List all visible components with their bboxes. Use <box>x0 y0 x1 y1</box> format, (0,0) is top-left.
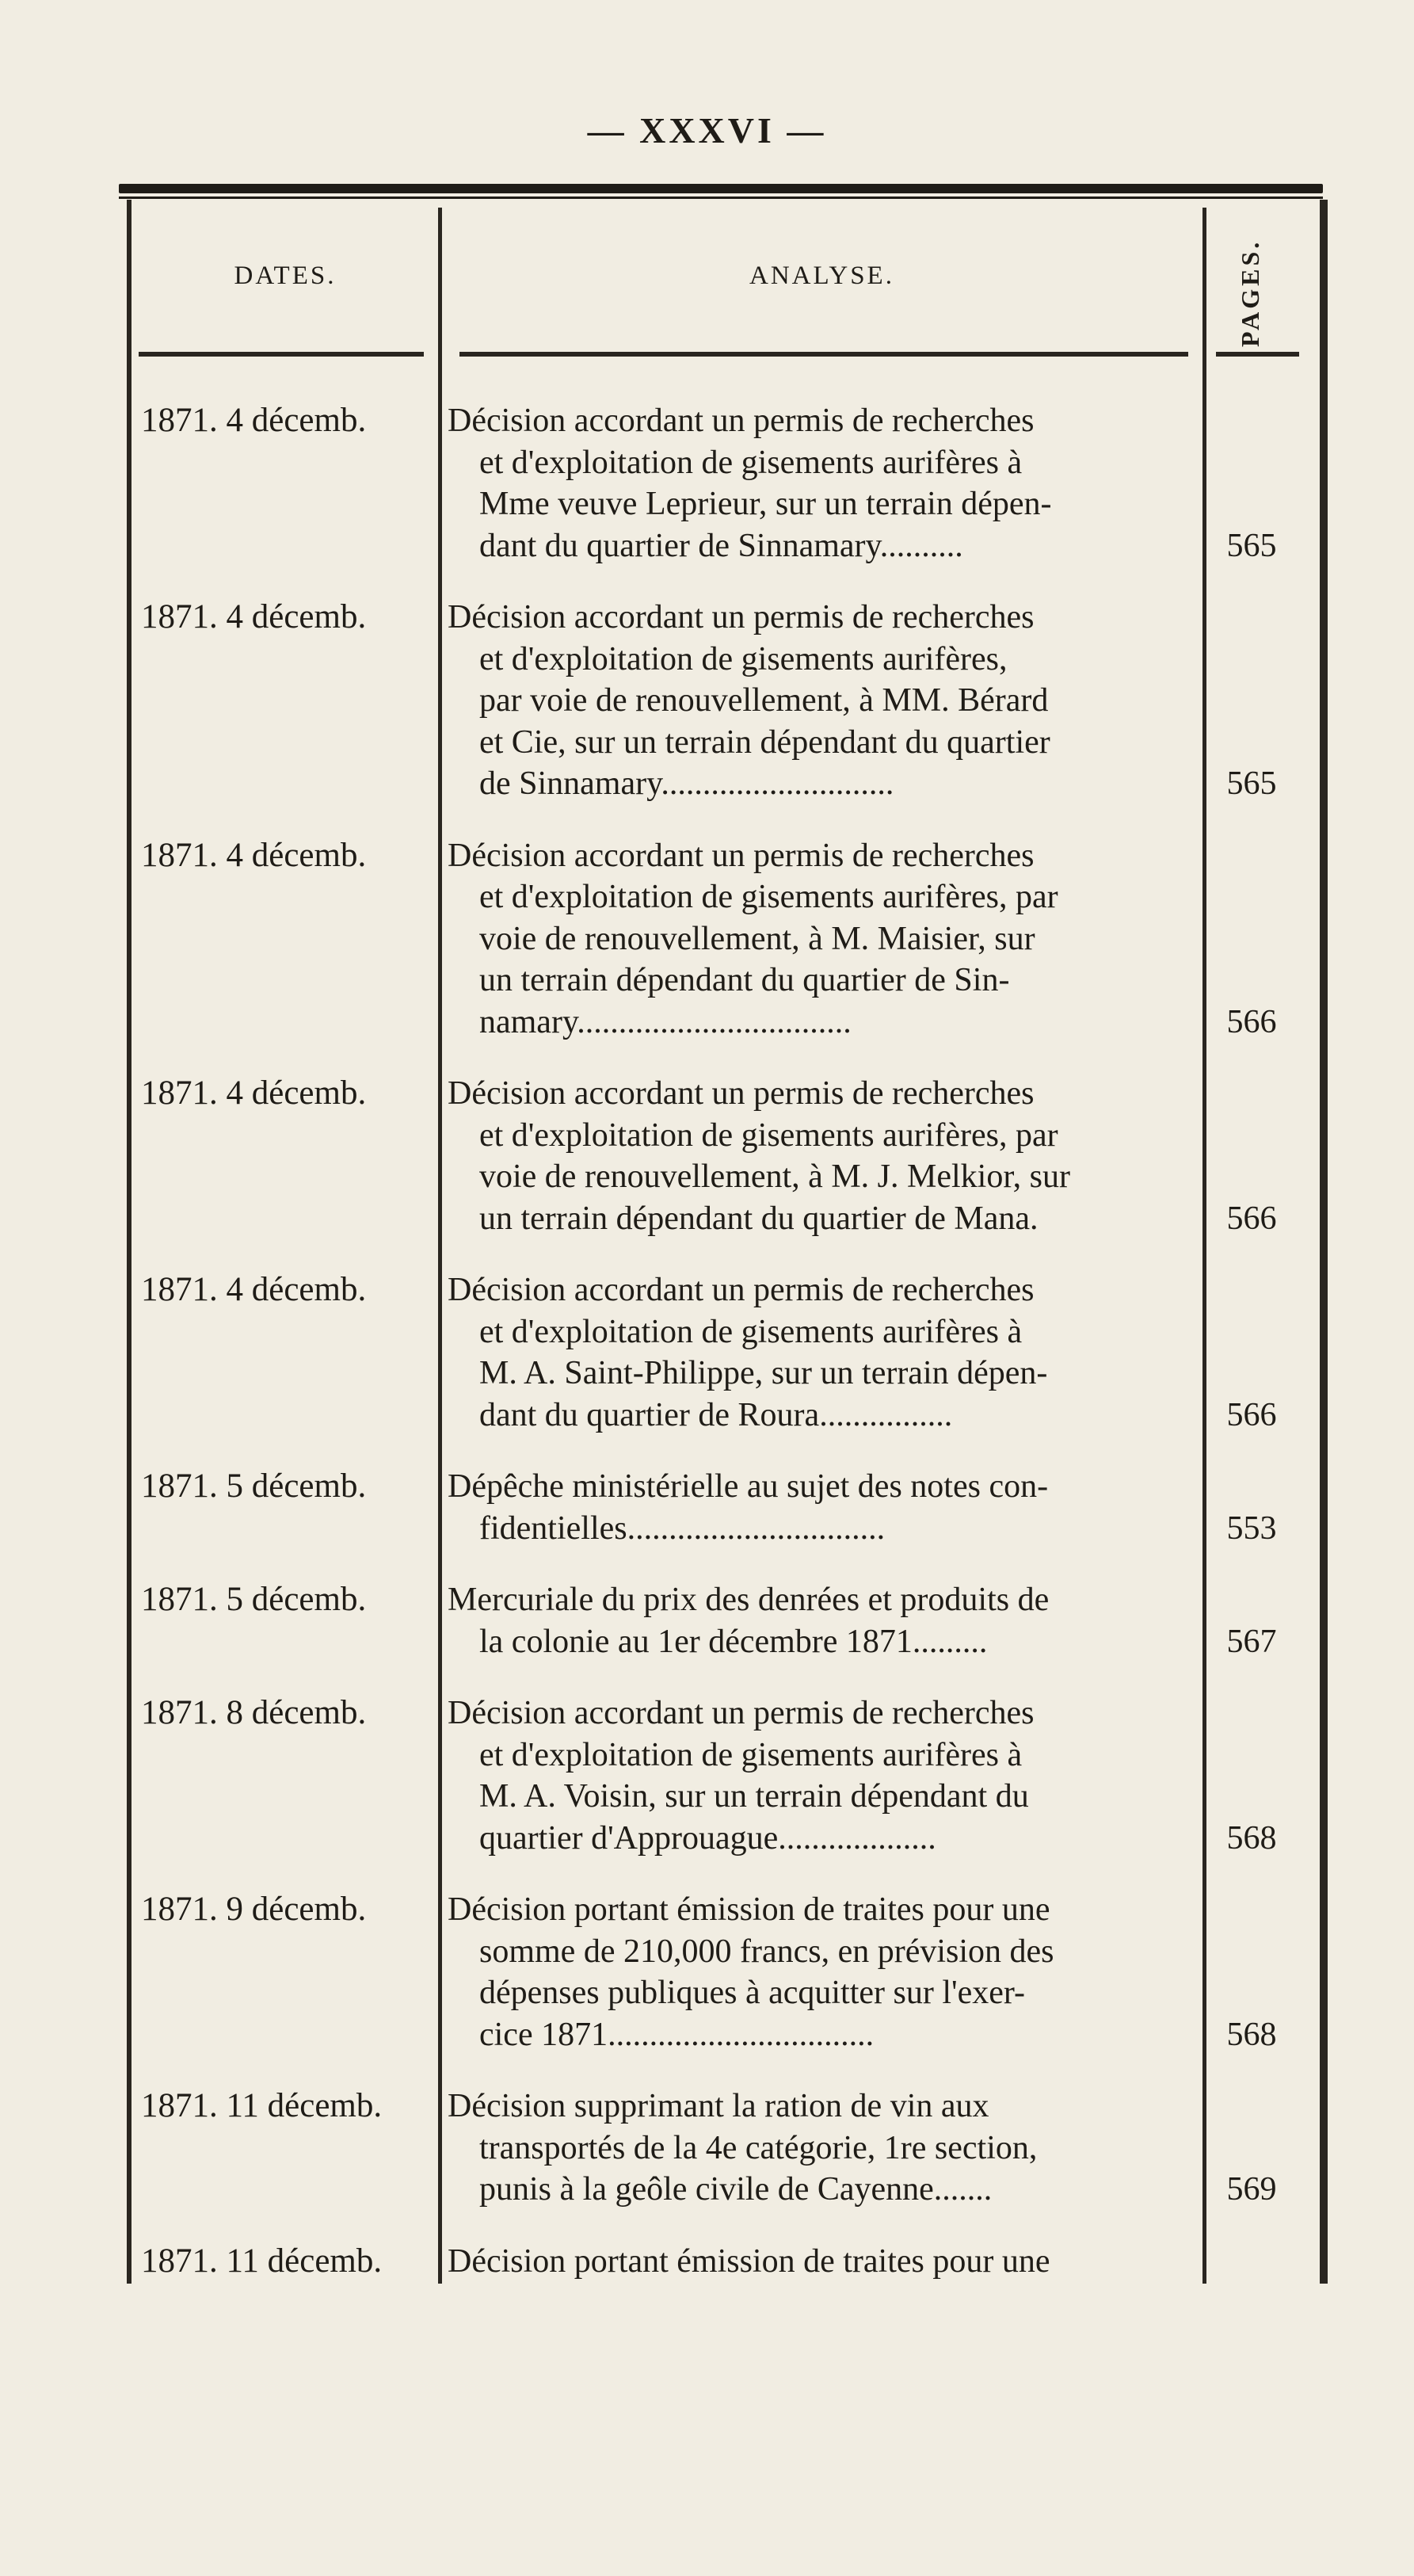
analysis-line: cice 1871................................ <box>479 2016 875 2053</box>
entry-analysis <box>448 2086 1196 2211</box>
analysis-line: et Cie, sur un terrain dépendant du quartier <box>479 723 1050 761</box>
analysis-line: par voie de renouvellement, à MM. Bérard <box>479 682 1049 719</box>
analysis-line: et d'exploitation de gisements aurifères, par <box>479 879 1058 915</box>
entry-page-number: 566 <box>1226 1200 1277 1237</box>
column-header-pages: PAGES. <box>1236 239 1264 348</box>
analysis-line: et d'exploitation de gisements aurifères à <box>479 1313 1023 1350</box>
analysis-line: M. A. Saint-Philippe, sur un terrain dépen- <box>479 1355 1048 1391</box>
entry-analysis <box>448 1269 1196 1436</box>
analysis-line: un terrain dépendant du quartier de Sin- <box>479 962 1010 998</box>
entry-date: 1871. 4 décemb. <box>141 1074 367 1112</box>
entry-analysis <box>448 597 1196 805</box>
entry-page-number: 568 <box>1226 1819 1277 1857</box>
analysis-line: de Sinnamary............................ <box>479 765 894 802</box>
analysis-line: la colonie au 1er décembre 1871......... <box>479 1623 988 1660</box>
top-rule <box>119 184 1323 193</box>
column-header-analyse: ANALYSE. <box>749 261 894 290</box>
analysis-line: Mercuriale du prix des denrées et produits de <box>448 1582 1050 1618</box>
entry-page-number: 566 <box>1226 1003 1277 1040</box>
analysis-line: voie de renouvellement, à M. Maisier, sur <box>479 920 1035 957</box>
entry-date: 1871. 5 décemb. <box>141 1467 367 1505</box>
analysis-line: et d'exploitation de gisements aurifères à <box>479 1736 1023 1773</box>
entry-date: 1871. 11 décemb. <box>141 2242 383 2280</box>
column-separator-pages <box>1202 208 1206 2284</box>
entry-date: 1871. 9 décemb. <box>141 1891 367 1928</box>
analysis-line: et d'exploitation de gisements aurifères, <box>479 640 1008 677</box>
analysis-line: dant du quartier de Sinnamary.......... <box>479 527 963 564</box>
header-rule-dates <box>139 352 424 357</box>
analysis-line: Décision accordant un permis de recherches <box>448 837 1035 874</box>
analysis-line: et d'exploitation de gisements aurifères, par <box>479 1116 1058 1154</box>
analysis-line: Décision portant émission de traites pour une <box>448 1891 1050 1928</box>
analysis-line: Décision supprimant la ration de vin aux <box>448 2088 989 2124</box>
entry-page-number: 568 <box>1226 2016 1277 2053</box>
entry-date: 1871. 5 décemb. <box>141 1581 367 1618</box>
entry-date: 1871. 4 décemb. <box>141 836 367 874</box>
entry-page-number: 565 <box>1226 527 1277 564</box>
entry-date: 1871. 4 décemb. <box>141 1271 367 1308</box>
entry-analysis <box>448 2241 1196 2283</box>
analysis-line: namary................................. <box>479 1003 852 1040</box>
analysis-line: dant du quartier de Roura................ <box>479 1396 953 1433</box>
entry-page-number: 565 <box>1226 765 1277 802</box>
entry-analysis <box>448 835 1196 1044</box>
header-rule-pages <box>1216 352 1299 357</box>
analysis-line: transportés de la 4e catégorie, 1re section, <box>479 2129 1038 2166</box>
entry-analysis <box>448 1889 1196 2055</box>
analysis-line: somme de 210,000 francs, en prévision des <box>479 1933 1054 1970</box>
analysis-line: Décision accordant un permis de recherches <box>448 1695 1035 1731</box>
entry-date: 1871. 4 décemb. <box>141 402 367 439</box>
entry-analysis <box>448 1693 1196 1859</box>
analysis-line: quartier d'Approuague................... <box>479 1819 936 1857</box>
entry-date: 1871. 11 décemb. <box>141 2087 383 2124</box>
top-rule-thin <box>119 197 1323 199</box>
analysis-line: et d'exploitation de gisements aurifères à <box>479 444 1023 481</box>
entry-analysis <box>448 400 1196 567</box>
analysis-line: Décision accordant un permis de recherches <box>448 1075 1035 1112</box>
entry-date: 1871. 4 décemb. <box>141 598 367 635</box>
analysis-line: voie de renouvellement, à M. J. Melkior, sur <box>479 1158 1070 1195</box>
analysis-line: dépenses publiques à acquitter sur l'exer- <box>479 1975 1025 2011</box>
entry-page-number: 567 <box>1226 1623 1277 1660</box>
analysis-line: Décision accordant un permis de recherches <box>448 599 1035 635</box>
analysis-line: Décision accordant un permis de recherches <box>448 403 1035 439</box>
entry-analysis <box>448 1073 1196 1239</box>
entry-page-number: 566 <box>1226 1396 1277 1433</box>
analysis-line: fidentielles............................... <box>479 1509 886 1547</box>
analysis-line: punis à la geôle civile de Cayenne....... <box>479 2171 993 2208</box>
entry-analysis <box>448 1466 1196 1549</box>
analysis-line: Dépêche ministérielle au sujet des notes con- <box>448 1468 1049 1505</box>
analysis-line: Décision portant émission de traites pour une <box>448 2242 1050 2280</box>
entry-page-number: 553 <box>1226 1509 1277 1547</box>
entry-date: 1871. 8 décemb. <box>141 1694 367 1731</box>
entry-page-number: 569 <box>1226 2171 1277 2208</box>
column-header-dates: DATES. <box>234 261 337 290</box>
analysis-line: M. A. Voisin, sur un terrain dépendant du <box>479 1778 1029 1815</box>
column-separator-dates <box>438 208 442 2284</box>
page-number: — XXXVI — <box>587 110 827 151</box>
analysis-line: un terrain dépendant du quartier de Mana. <box>479 1200 1039 1237</box>
analysis-line: Décision accordant un permis de recherches <box>448 1272 1035 1308</box>
header-rule-analyse <box>459 352 1188 357</box>
entry-analysis <box>448 1579 1196 1662</box>
analysis-line: Mme veuve Leprieur, sur un terrain dépen- <box>479 486 1052 522</box>
